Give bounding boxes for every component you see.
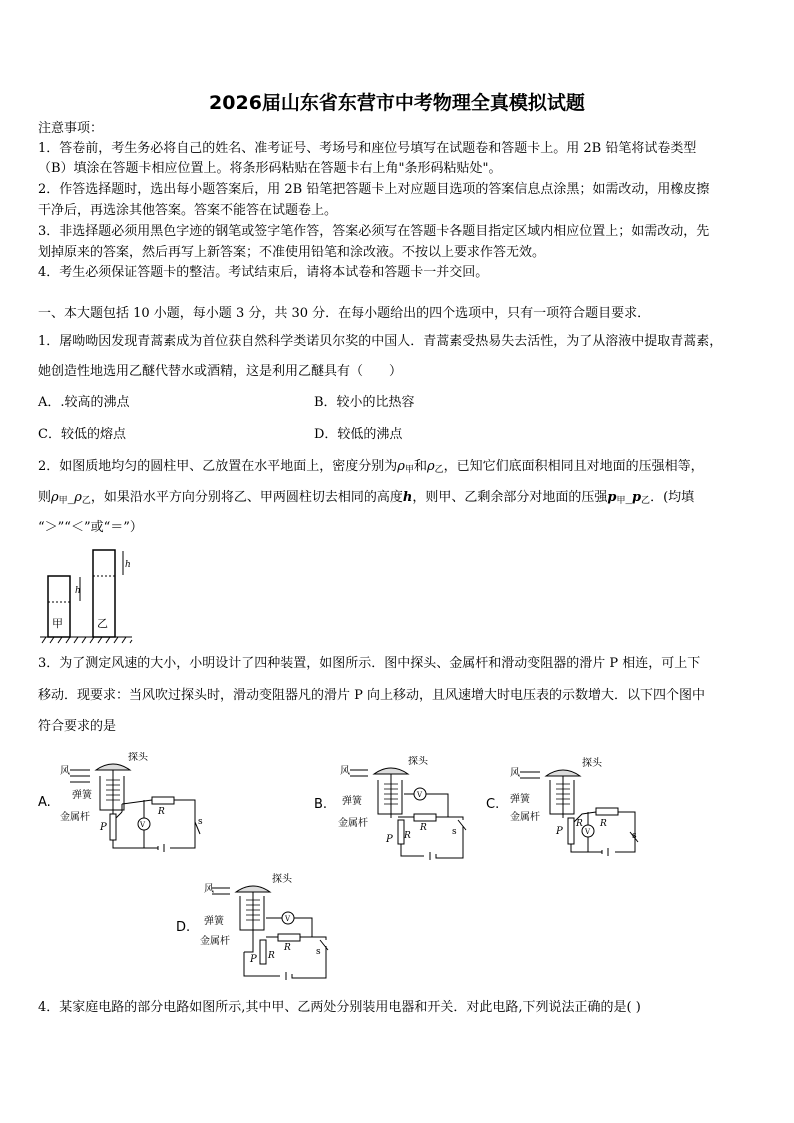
q4-stem-line1: 4．某家庭电路的部分电路如图所示,其中甲、乙两处分别装用电器和开关．对此电路,下列说法正确的是( ) — [38, 1000, 641, 1015]
slider-p-label: P — [556, 826, 563, 837]
q3-option-b-label: B. — [314, 797, 328, 812]
q3-option-a-label: A. — [38, 795, 51, 810]
circuit-figure-b — [338, 756, 478, 866]
notice-line: 4．考生必须保证答题卡的整洁。考试结束后，请将本试卷和答题卡一并交回。 — [38, 265, 489, 280]
slider-p-label: P — [250, 954, 257, 965]
circuit-figure-c — [510, 756, 650, 861]
q3-stem-line2: 移动．现要求：当风吹过探头时，滑动变阻器凡的滑片 P 向上移动，且风速增大时电压表的示数增大．以下四个图中 — [38, 688, 706, 703]
switch-label: s — [316, 947, 321, 957]
q2-stem-line1: 2．如图质地均匀的圆柱甲、乙放置在水平地面上，密度分别为$\rho_甲$和$\rho_乙$，已知它们底面积相同且对地面的压强相等， — [38, 459, 704, 475]
slider-p-label: P — [386, 834, 393, 845]
notice-line: 3．非选择题必须用黑色字迹的钢笔或签字笔作答，答案必须写在答题卡各题目指定区域内相应位置上；如需改动，先 — [38, 224, 710, 239]
q2-stem-line2: 则$\rho_甲\_\rho_乙$，如果沿水平方向分别将乙、甲两圆柱切去相同的高度h，则甲、乙剩余部分对地面的压强$p_甲\_p_乙$．(均填 — [38, 490, 695, 506]
height-label: h — [125, 560, 131, 570]
r2-label: R — [404, 831, 411, 841]
wind-label: 风 — [60, 766, 70, 777]
switch-label: s — [198, 817, 203, 827]
page-title: 2026届山东省东营市中考物理全真模拟试题 — [209, 92, 585, 114]
spring-label: 弹簧 — [204, 916, 224, 927]
rod-label: 金属杆 — [200, 936, 230, 947]
notice-line: 1．答卷前，考生务必将自己的姓名、准考证号、考场号和座位号填写在试题卷和答题卡上。用 2B 铅笔将试卷类型 — [38, 141, 697, 156]
voltmeter-label: V — [417, 791, 423, 799]
r2-label: R — [576, 819, 583, 829]
q1-option-b: B．较小的比热容 — [314, 395, 415, 410]
circuit-figure-d — [200, 872, 340, 982]
notice-line: （B）填涂在答题卡相应位置上。将条形码粘贴在答题卡右上角"条形码粘贴处"。 — [38, 161, 502, 176]
r1-label: R — [284, 943, 291, 953]
slider-p-label: P — [100, 822, 107, 833]
spring-label: 弹簧 — [72, 790, 92, 801]
q3-stem-line1: 3．为了测定风速的大小，小明设计了四种装置，如图所示．图中探头、金属杆和滑动变阻器的滑片 P 相连，可上下 — [38, 656, 701, 671]
q3-option-d-label: D. — [176, 920, 191, 935]
notice-line: 干净后，再选涂其他答案。答案不能答在试题卷上。 — [38, 203, 338, 218]
cylinder-yi-label: 乙 — [97, 617, 108, 630]
probe-label: 探头 — [408, 756, 428, 767]
section-heading: 一、本大题包括 10 小题，每小题 3 分，共 30 分．在每小题给出的四个选项中，只有一项符合题目要求． — [38, 306, 651, 321]
q1-option-a: A．.较高的沸点 — [38, 395, 130, 410]
q3-option-c-label: C. — [486, 797, 500, 812]
r1-label: R — [420, 823, 427, 833]
notice-line: 划掉原来的答案，然后再写上新答案；不准使用铅笔和涂改液。不按以上要求作答无效。 — [38, 245, 546, 260]
voltmeter-label: V — [140, 821, 146, 829]
wind-label: 风 — [510, 768, 520, 779]
r2-label: R — [268, 951, 275, 961]
spring-label: 弹簧 — [342, 796, 362, 807]
rod-label: 金属杆 — [338, 818, 368, 829]
rod-label: 金属杆 — [510, 812, 540, 823]
height-label: h — [75, 586, 81, 596]
circuit-figure-a — [60, 752, 210, 857]
cylinder-jia-label: 甲 — [52, 617, 63, 630]
probe-label: 探头 — [272, 874, 292, 885]
switch-label: s — [452, 827, 457, 837]
wind-label: 风 — [340, 766, 350, 777]
q2-stem-line3: “＞”“＜”或“＝”） — [38, 520, 143, 535]
notice-heading: 注意事项： — [38, 121, 104, 136]
r1-label: R — [158, 807, 165, 817]
voltmeter-label: V — [285, 915, 291, 923]
voltmeter-label: V — [585, 828, 591, 836]
rod-label: 金属杆 — [60, 812, 90, 823]
switch-label: s — [632, 831, 637, 841]
q1-option-c: C．较低的熔点 — [38, 427, 126, 442]
spring-label: 弹簧 — [510, 794, 530, 805]
q1-stem-line1: 1．屠呦呦因发现青蒿素成为首位获自然科学类诺贝尔奖的中国人．青蒿素受热易失去活性，为了从溶液中提取青蒿素， — [38, 334, 723, 349]
cylinders-figure — [38, 547, 138, 647]
probe-label: 探头 — [582, 758, 602, 769]
r1-label: R — [600, 819, 607, 829]
q1-stem-line2: 她创造性地选用乙醚代替水或酒精，这是利用乙醚具有（ ） — [38, 364, 403, 379]
q1-option-d: D．较低的沸点 — [314, 427, 403, 442]
wind-label: 风 — [204, 884, 214, 895]
probe-label: 探头 — [128, 752, 148, 763]
notice-line: 2．作答选择题时，选出每小题答案后，用 2B 铅笔把答题卡上对应题目选项的答案信息点涂黑；如需改动，用橡皮擦 — [38, 182, 710, 197]
q3-stem-line3: 符合要求的是 — [38, 719, 117, 734]
